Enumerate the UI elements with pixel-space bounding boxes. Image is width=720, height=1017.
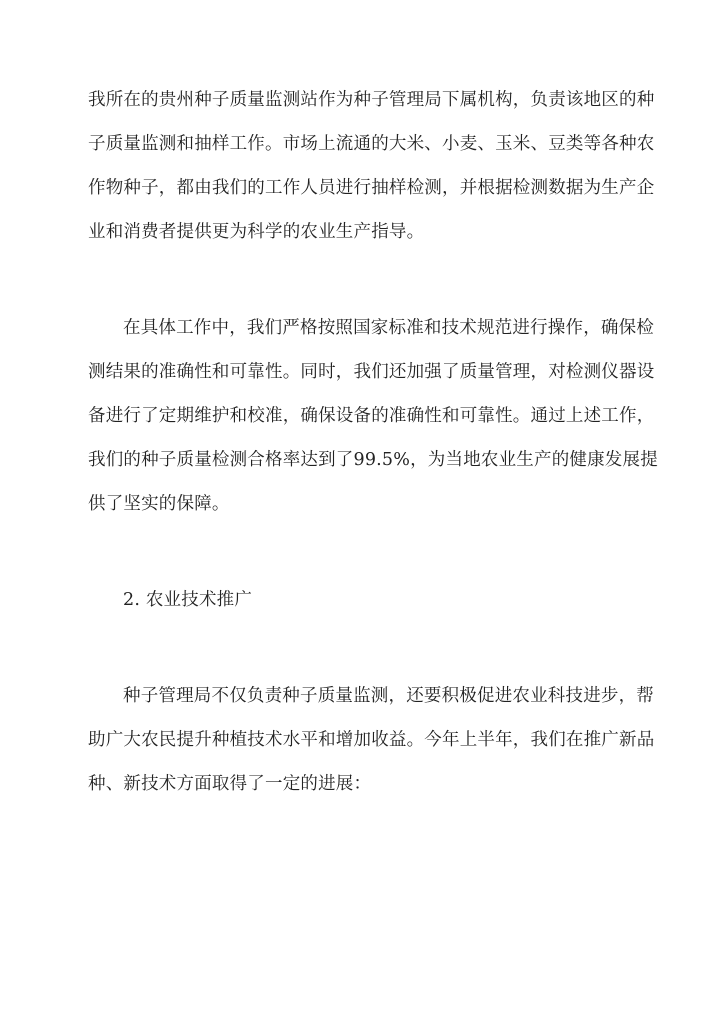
- paragraph-3-line-1: 种子管理局不仅负责种子质量监测，还要积极促进农业科技进步，帮: [123, 686, 654, 706]
- paragraph-1-line-4: 业和消费者提供更为科学的农业生产指导。: [88, 222, 425, 242]
- paragraph-2-line-4: 我们的种子质量检测合格率达到了99.5%，为当地农业生产的健康发展提: [88, 450, 658, 470]
- section-heading: 2. 农业技术推广: [123, 590, 253, 610]
- paragraph-3-line-2: 助广大农民提升种植技术水平和增加收益。今年上半年，我们在推广新品: [88, 730, 655, 750]
- paragraph-1-line-3: 作物种子，都由我们的工作人员进行抽样检测，并根据检测数据为生产企: [88, 178, 655, 198]
- paragraph-2-line-1: 在具体工作中，我们严格按照国家标准和技术规范进行操作，确保检: [123, 318, 654, 338]
- paragraph-1-line-2: 子质量监测和抽样工作。市场上流通的大米、小麦、玉米、豆类等各种农: [88, 134, 655, 154]
- paragraph-2-line-3: 备进行了定期维护和校准，确保设备的准确性和可靠性。通过上述工作，: [88, 406, 655, 426]
- paragraph-3-line-3: 种、新技术方面取得了一定的进展：: [88, 774, 372, 794]
- paragraph-2-line-5: 供了坚实的保障。: [88, 494, 230, 514]
- paragraph-1-line-1: 我所在的贵州种子质量监测站作为种子管理局下属机构，负责该地区的种: [88, 90, 655, 110]
- paragraph-2-line-2: 测结果的准确性和可靠性。同时，我们还加强了质量管理，对检测仪器设: [88, 362, 655, 382]
